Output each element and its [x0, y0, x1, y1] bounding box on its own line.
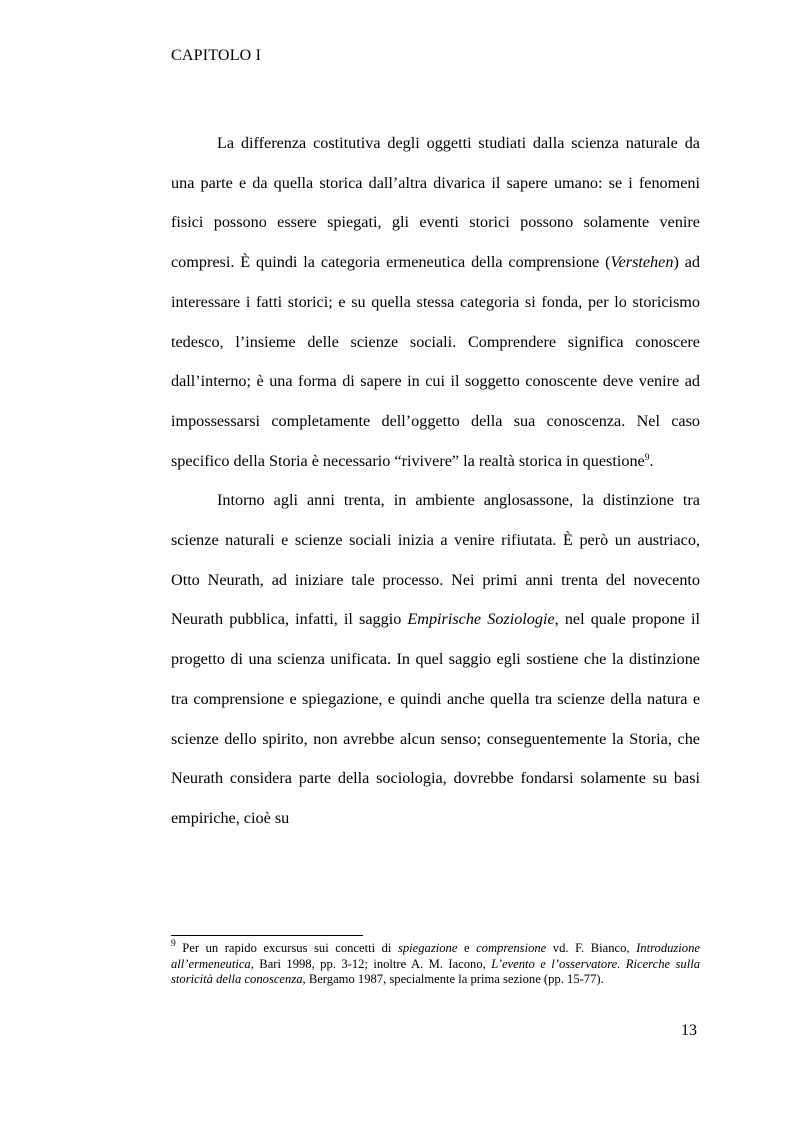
- paragraph-1: La differenza costitutiva degli oggetti studiati dalla scienza naturale da una parte e da quella storica dall’altra divarica il sapere umano: se i fenomeni fisici possono essere spiegati, gli eventi storici possono solamente venire compresi. È quindi la categoria ermeneutica della comprensione (Verstehen) ad interessare i fatti storici; e su quella stessa categoria si fonda, per lo storicismo tedesco, l’insieme delle scienze sociali. Comprendere significa conoscere dall’interno; è una forma di sapere in cui il soggetto conoscente deve venire ad impossessarsi completamente dell’oggetto della sua conoscenza. Nel caso specifico della Storia è necessario “rivivere” la realtà storica in questione$^9$.: [171, 134, 700, 470]
- emphasis-verstehen: Verstehen: [610, 253, 674, 272]
- footnote-number: 9: [171, 939, 176, 949]
- footnote: $^9$ Per un rapido excursus sui concetti di spiegazione e comprensione vd. F. Bianco, Introduzione all’ermeneutica, Bari 1998, pp. 3-12; inoltre A. M. Iacono, L’evento e l’osservatore. Ricerche sulla storicità della conoscenza, Bergamo 1987, specialmente la prima sezione (pp. 15-77).: [171, 939, 701, 987]
- paragraph-2: Intorno agli anni trenta, in ambiente anglosassone, la distinzione tra scienze naturali e scienze sociali inizia a venire rifiutata. È però un austriaco, Otto Neurath, ad iniziare tale processo. Nei primi anni trenta del novecento Neurath pubblica, infatti, il saggio Empirische Soziologie, nel quale propone il progetto di una scienza unificata. In quel saggio egli sostiene che la distinzione tra comprensione e spiegazione, e quindi anche quella tra scienze della natura e scienze dello spirito, non avrebbe alcun senso; conseguentemente la Storia, che Neurath considera parte della sociologia, dovrebbe fondarsi solamente su basi empiriche, cioè su: [171, 491, 700, 827]
- footnote-reference[interactable]: 9: [644, 452, 650, 463]
- body-text: [171, 124, 700, 839]
- page-number: 13: [681, 1022, 697, 1039]
- footnote-separator: [171, 935, 363, 936]
- chapter-header: CAPITOLO I: [171, 47, 262, 64]
- emphasis-book-title: Empirische Soziologie: [407, 610, 555, 629]
